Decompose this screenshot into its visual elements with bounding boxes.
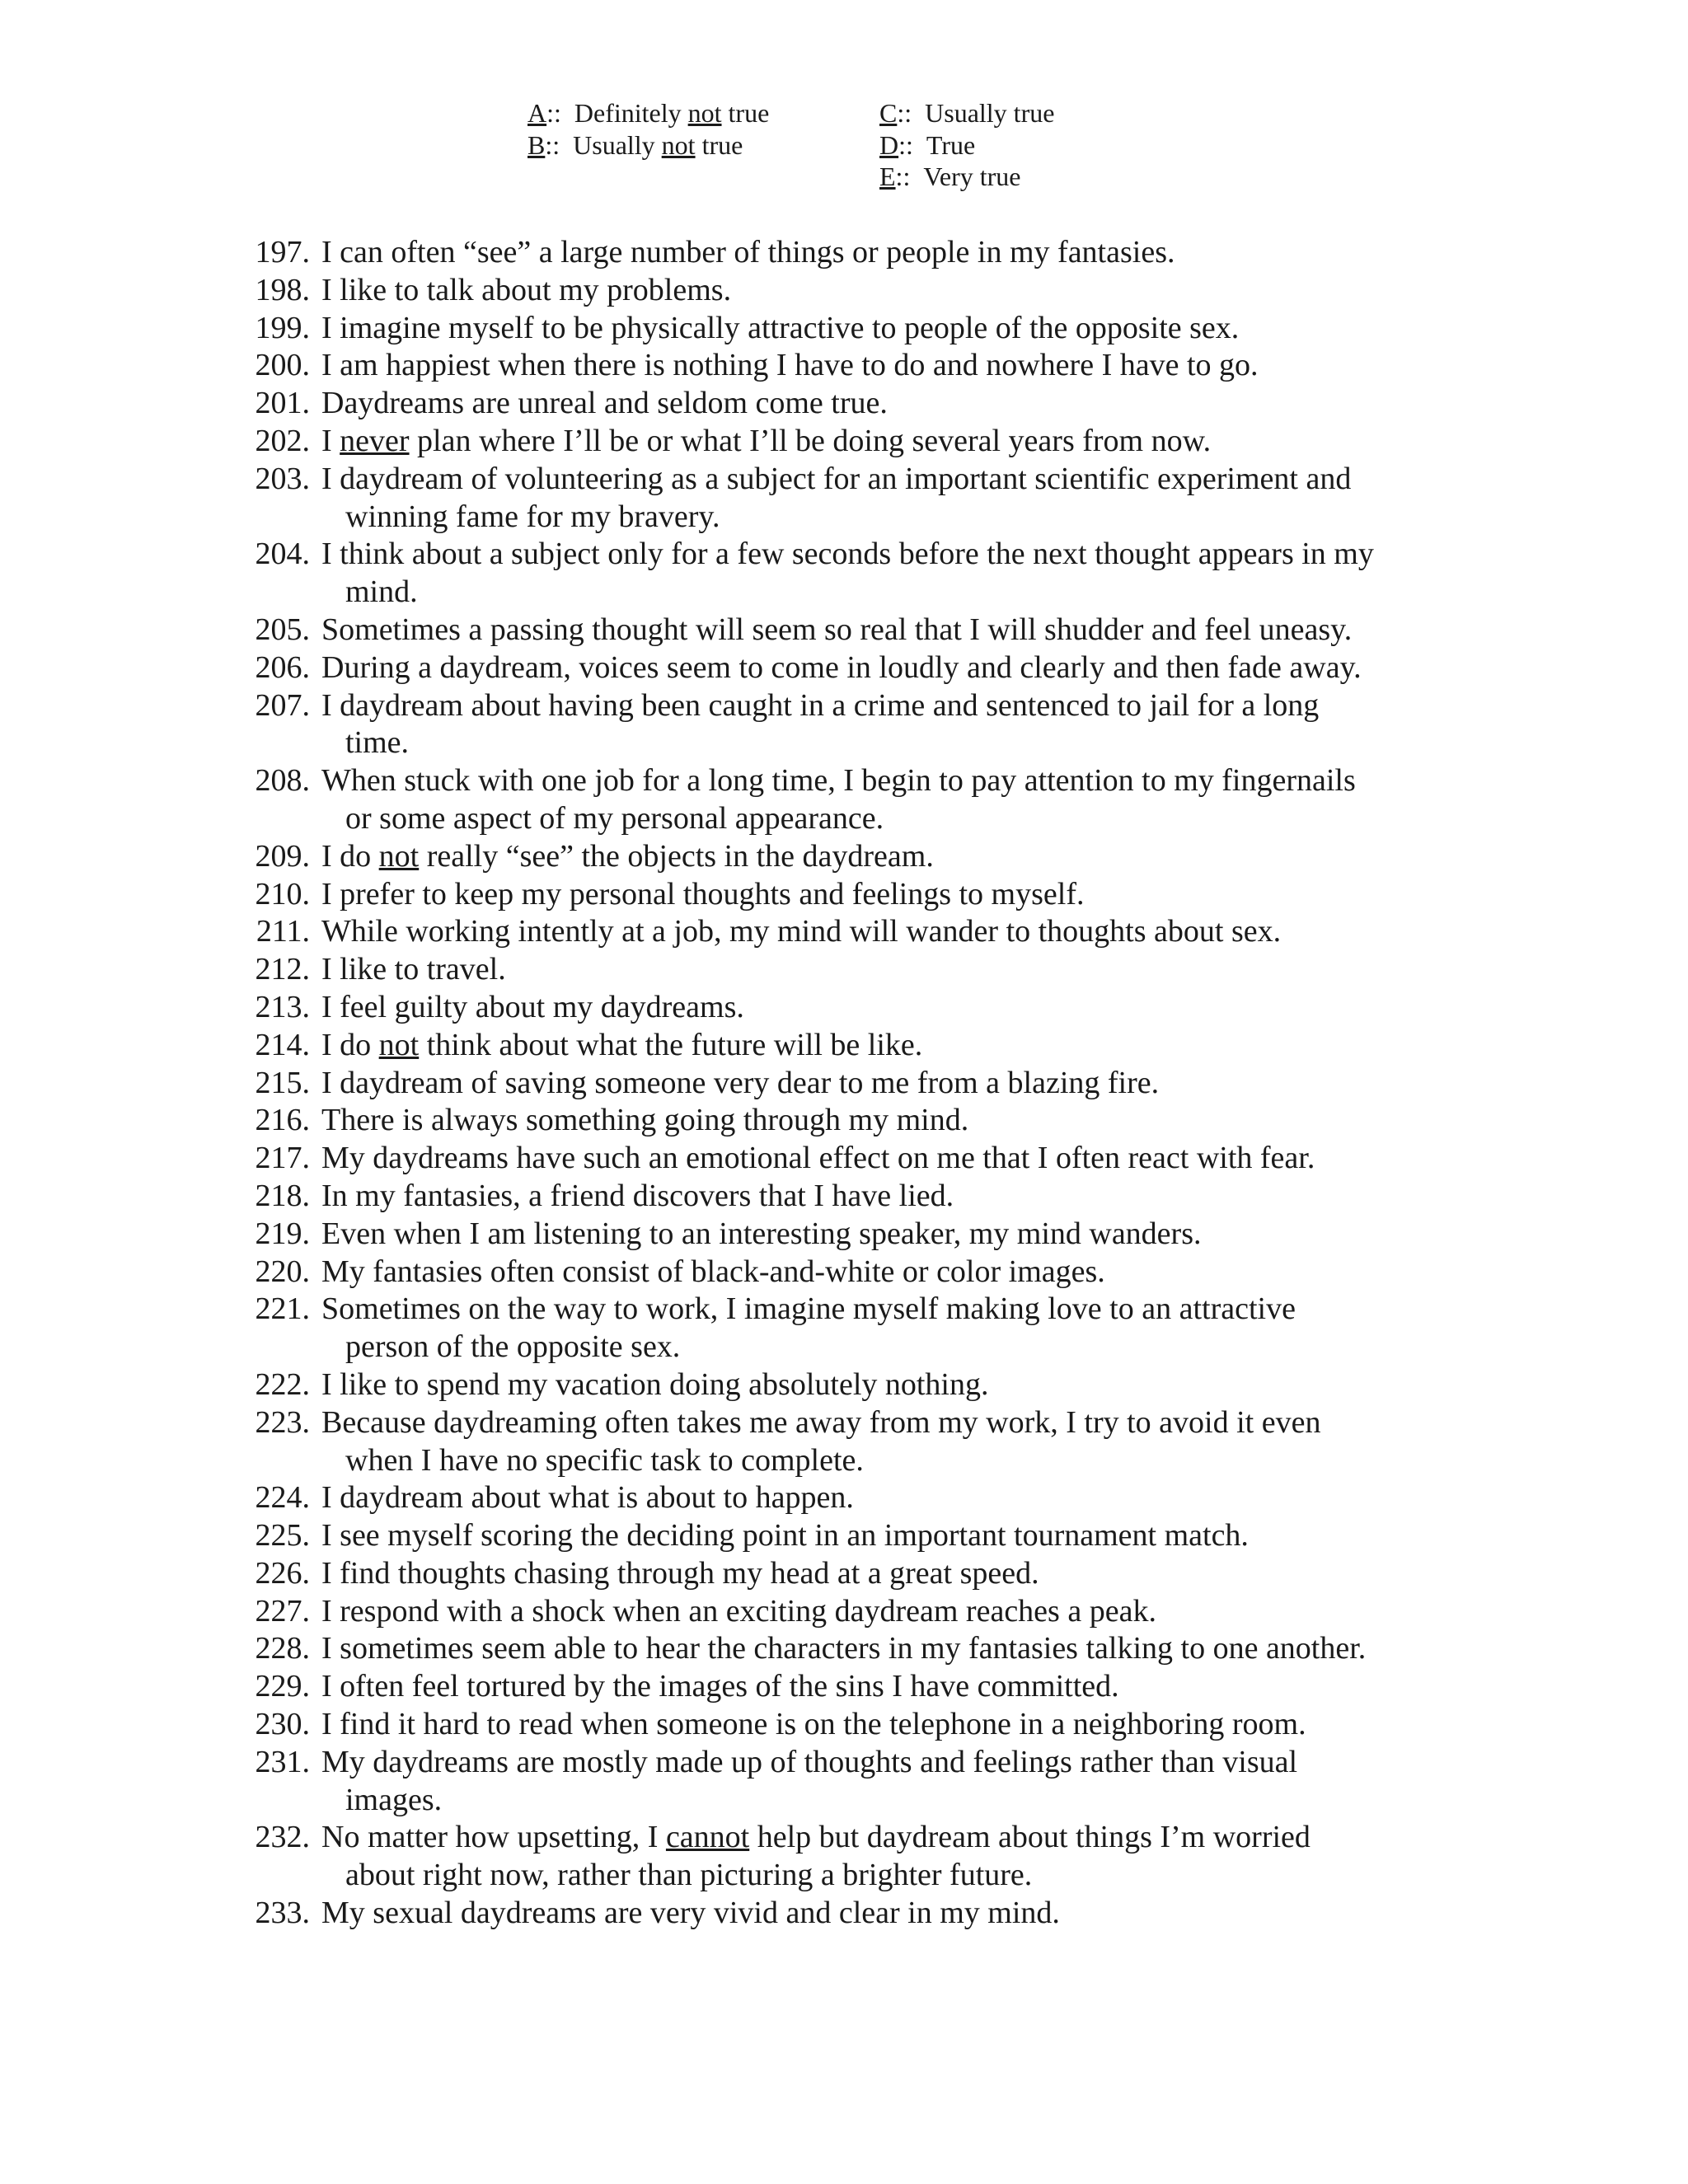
item-text-line <box>321 310 1442 348</box>
item-text-line <box>321 1517 1442 1555</box>
item-text-line <box>321 1254 1442 1291</box>
item-text: I do <box>321 1027 379 1062</box>
response-option-separator: :: <box>898 129 913 160</box>
item-text: time. <box>345 725 410 761</box>
item-text-line <box>321 1027 1442 1065</box>
item-text-line <box>321 913 1442 951</box>
item-number: 214. <box>255 1027 310 1062</box>
response-option-letter: E <box>879 162 896 191</box>
item-text: or some aspect of my personal appearance. <box>345 800 884 836</box>
item-number: 202. <box>255 423 310 458</box>
questionnaire-item <box>239 1366 1442 1404</box>
response-key-right-column <box>879 97 1054 193</box>
response-option-separator: :: <box>545 129 560 160</box>
questionnaire-item <box>239 1102 1442 1140</box>
item-text-line <box>321 1140 1442 1178</box>
questionnaire-item <box>239 272 1442 310</box>
item-number: 229. <box>255 1669 310 1704</box>
item-number: 219. <box>255 1216 310 1251</box>
item-text: I do <box>321 838 379 874</box>
item-text: I think about a subject only for a few seconds before the next thought appears in my <box>321 537 1374 572</box>
item-text: Sometimes on the way to work, I imagine myself making love to an attractive <box>321 1291 1296 1327</box>
item-text: think about what the future will be like. <box>419 1027 923 1062</box>
response-option-emphasis: not <box>661 129 696 160</box>
questionnaire-item <box>239 1895 1442 1933</box>
item-text-continuation <box>321 1782 1442 1820</box>
item-text: My daydreams have such an emotional effect on me that I often react with fear. <box>321 1141 1315 1176</box>
item-text-line <box>321 1178 1442 1216</box>
item-text-emphasis: cannot <box>665 1820 750 1855</box>
item-number: 221. <box>255 1291 310 1327</box>
questionnaire-item <box>239 1593 1442 1631</box>
item-text-line <box>321 1291 1442 1329</box>
questionnaire-item <box>239 347 1442 385</box>
item-text-continuation <box>321 724 1442 762</box>
questionnaire-item <box>239 1819 1442 1895</box>
item-text-emphasis: never <box>340 423 410 458</box>
response-option-c <box>879 97 1054 129</box>
response-option-label-end: true <box>721 98 770 128</box>
item-number: 226. <box>255 1555 310 1591</box>
item-text: When stuck with one job for a long time, I begin to pay attention to my fingernails <box>321 763 1356 799</box>
questionnaire-item <box>239 649 1442 687</box>
item-text-line <box>321 423 1442 461</box>
item-text: Because daydreaming often takes me away from my work, I try to avoid it even <box>321 1404 1321 1440</box>
item-number: 212. <box>255 952 310 987</box>
questionnaire-item <box>239 838 1442 876</box>
item-text-line <box>321 1895 1442 1933</box>
item-number: 197. <box>255 235 310 269</box>
response-option-separator: :: <box>546 98 561 128</box>
item-number: 227. <box>255 1593 310 1629</box>
item-text: Sometimes a passing thought will seem so real that I will shudder and feel uneasy. <box>321 612 1353 647</box>
questionnaire-item <box>239 951 1442 989</box>
item-number: 223. <box>255 1404 310 1440</box>
questionnaire-item <box>239 876 1442 914</box>
item-text-line <box>321 687 1442 725</box>
item-text: I respond with a shock when an exciting daydream reaches a peak. <box>321 1593 1156 1629</box>
item-number: 207. <box>255 687 310 723</box>
item-text-line <box>321 1819 1442 1857</box>
item-number: 203. <box>255 461 310 496</box>
questionnaire-item <box>239 1479 1442 1517</box>
response-option-label: Very true <box>923 162 1021 191</box>
response-option-d <box>879 129 1054 162</box>
item-number: 222. <box>255 1366 310 1402</box>
response-option-b <box>528 129 769 162</box>
questionnaire-item <box>239 423 1442 461</box>
item-text-line <box>321 385 1442 423</box>
response-option-label-end: true <box>695 129 743 160</box>
item-text-line <box>321 838 1442 876</box>
response-option-letter: C <box>879 98 898 128</box>
item-text-continuation <box>321 499 1442 537</box>
item-text: I can often “see” a large number of things or people in my fantasies. <box>321 235 1175 269</box>
item-text-line <box>321 1404 1442 1442</box>
item-text: There is always something going through my mind. <box>321 1103 969 1138</box>
response-option-letter: B <box>528 129 546 160</box>
item-text: No matter how upsetting, I <box>321 1820 666 1855</box>
item-number: 211. <box>256 914 310 949</box>
item-text-line <box>321 461 1442 499</box>
item-number: 204. <box>255 537 310 572</box>
response-option-label: Usually true <box>925 98 1055 128</box>
item-text: Even when I am listening to an interesting speaker, my mind wanders. <box>321 1216 1202 1251</box>
item-text: I daydream of volunteering as a subject for an important scientific experiment and <box>321 461 1352 496</box>
item-text: winning fame for my bravery. <box>345 499 720 534</box>
item-text-line <box>321 1706 1442 1744</box>
questionnaire-items <box>239 234 1442 1933</box>
questionnaire-item <box>239 762 1442 838</box>
response-option-separator: :: <box>895 162 911 191</box>
item-text: mind. <box>345 574 418 610</box>
item-number: 200. <box>255 348 310 383</box>
item-number: 218. <box>255 1178 310 1213</box>
item-text-continuation <box>321 574 1442 612</box>
item-text: I <box>321 423 340 458</box>
questionnaire-item <box>239 989 1442 1027</box>
item-text: My fantasies often consist of black-and-white or color images. <box>321 1254 1105 1289</box>
item-text-line <box>321 876 1442 914</box>
item-text-line <box>321 612 1442 649</box>
item-text-continuation <box>321 1329 1442 1366</box>
item-number: 224. <box>255 1480 310 1516</box>
item-text: plan where I’ll be or what I’ll be doing several years from now. <box>409 423 1212 458</box>
item-text: when I have no specific task to complete. <box>345 1442 864 1478</box>
item-number: 217. <box>255 1141 310 1176</box>
item-text-continuation <box>321 1442 1442 1480</box>
questionnaire-item <box>239 687 1442 763</box>
questionnaire-item <box>239 1027 1442 1065</box>
item-text: I am happiest when there is nothing I have to do and nowhere I have to go. <box>321 348 1259 383</box>
item-text-line <box>321 347 1442 385</box>
questionnaire-item <box>239 1404 1442 1480</box>
item-number: 228. <box>255 1631 310 1666</box>
item-text: My daydreams are mostly made up of thoughts and feelings rather than visual <box>321 1744 1298 1779</box>
item-text-line <box>321 1102 1442 1140</box>
response-option-letter: A <box>528 98 547 128</box>
item-text-line <box>321 1630 1442 1668</box>
item-number: 198. <box>255 272 310 307</box>
item-text: images. <box>345 1782 443 1817</box>
questionnaire-item <box>239 461 1442 537</box>
item-text-continuation <box>321 800 1442 838</box>
questionnaire-item <box>239 1706 1442 1744</box>
questionnaire-item <box>239 1065 1442 1103</box>
item-text: really “see” the objects in the daydream. <box>419 838 934 874</box>
item-number: 206. <box>255 649 310 685</box>
item-text-line <box>321 951 1442 989</box>
item-text: I prefer to keep my personal thoughts and feelings to myself. <box>321 876 1085 912</box>
response-option-a <box>528 97 769 129</box>
item-number: 231. <box>255 1744 310 1779</box>
item-text: I imagine myself to be physically attractive to people of the opposite sex. <box>321 310 1240 345</box>
item-text: During a daydream, voices seem to come in loudly and clearly and then fade away. <box>321 649 1362 685</box>
item-text-line <box>321 1593 1442 1631</box>
item-text: My sexual daydreams are very vivid and clear in my mind. <box>321 1896 1060 1931</box>
item-text: I find it hard to read when someone is on the telephone in a neighboring room. <box>321 1707 1306 1742</box>
response-option-label: Definitely <box>574 98 688 128</box>
item-text-continuation <box>321 1857 1442 1895</box>
item-number: 213. <box>255 989 310 1024</box>
questionnaire-item <box>239 1216 1442 1254</box>
item-text: In my fantasies, a friend discovers that I have lied. <box>321 1178 954 1213</box>
item-number: 216. <box>255 1103 310 1138</box>
item-text-line <box>321 762 1442 800</box>
questionnaire-item <box>239 385 1442 423</box>
item-text: I see myself scoring the deciding point in an important tournament match. <box>321 1518 1249 1554</box>
item-text-line <box>321 1479 1442 1517</box>
item-text: I like to spend my vacation doing absolutely nothing. <box>321 1366 989 1402</box>
item-number: 205. <box>255 612 310 647</box>
questionnaire-item <box>239 913 1442 951</box>
item-text: I like to travel. <box>321 952 506 987</box>
item-text-line <box>321 536 1442 574</box>
item-text: help but daydream about things I’m worried <box>749 1820 1311 1855</box>
item-text: person of the opposite sex. <box>345 1329 681 1365</box>
item-text-emphasis: not <box>378 1027 420 1062</box>
response-option-separator: :: <box>897 98 912 128</box>
item-number: 201. <box>255 386 310 421</box>
item-number: 208. <box>255 763 310 799</box>
item-text-line <box>321 272 1442 310</box>
item-text-emphasis: not <box>378 838 420 874</box>
item-text-line <box>321 1744 1442 1782</box>
response-option-emphasis: not <box>687 98 722 128</box>
item-number: 215. <box>255 1065 310 1100</box>
item-number: 232. <box>255 1820 310 1855</box>
questionnaire-item <box>239 234 1442 272</box>
item-number: 210. <box>255 876 310 912</box>
item-text: I daydream of saving someone very dear to me from a blazing fire. <box>321 1065 1160 1100</box>
response-option-label: True <box>926 129 976 160</box>
item-text-line <box>321 649 1442 687</box>
questionnaire-item <box>239 1140 1442 1178</box>
item-text-line <box>321 989 1442 1027</box>
questionnaire-item <box>239 310 1442 348</box>
response-key <box>528 97 1187 196</box>
questionnaire-item <box>239 536 1442 612</box>
item-number: 230. <box>255 1707 310 1742</box>
item-number: 220. <box>255 1254 310 1289</box>
item-text: I daydream about what is about to happen. <box>321 1480 854 1516</box>
item-text: Daydreams are unreal and seldom come true. <box>321 386 888 421</box>
item-text: While working intently at a job, my mind will wander to thoughts about sex. <box>321 914 1282 949</box>
questionnaire-item <box>239 612 1442 649</box>
item-text: I feel guilty about my daydreams. <box>321 989 744 1024</box>
item-text: I like to talk about my problems. <box>321 272 732 307</box>
item-text-line <box>321 1366 1442 1404</box>
item-text: I sometimes seem able to hear the characters in my fantasies talking to one another. <box>321 1631 1367 1666</box>
response-option-letter: D <box>879 129 899 160</box>
item-text-line <box>321 1555 1442 1593</box>
response-key-left-column <box>528 97 769 161</box>
item-text-line <box>321 1216 1442 1254</box>
item-text-line <box>321 1065 1442 1103</box>
item-text-line <box>321 234 1442 272</box>
response-option-label: Usually <box>573 129 662 160</box>
item-text: I find thoughts chasing through my head at a great speed. <box>321 1555 1039 1591</box>
response-option-e <box>879 161 1054 193</box>
questionnaire-item <box>239 1744 1442 1820</box>
questionnaire-item <box>239 1178 1442 1216</box>
item-number: 199. <box>255 310 310 345</box>
item-text-line <box>321 1668 1442 1706</box>
item-text: I often feel tortured by the images of the sins I have committed. <box>321 1669 1119 1704</box>
questionnaire-item <box>239 1517 1442 1555</box>
item-number: 209. <box>255 838 310 874</box>
questionnaire-item <box>239 1668 1442 1706</box>
questionnaire-item <box>239 1555 1442 1593</box>
item-number: 233. <box>255 1896 310 1931</box>
questionnaire-item <box>239 1291 1442 1366</box>
questionnaire-item <box>239 1630 1442 1668</box>
item-number: 225. <box>255 1518 310 1554</box>
item-text: about right now, rather than picturing a brighter future. <box>345 1858 1033 1893</box>
item-text: I daydream about having been caught in a crime and sentenced to jail for a long <box>321 687 1320 723</box>
questionnaire-item <box>239 1254 1442 1291</box>
